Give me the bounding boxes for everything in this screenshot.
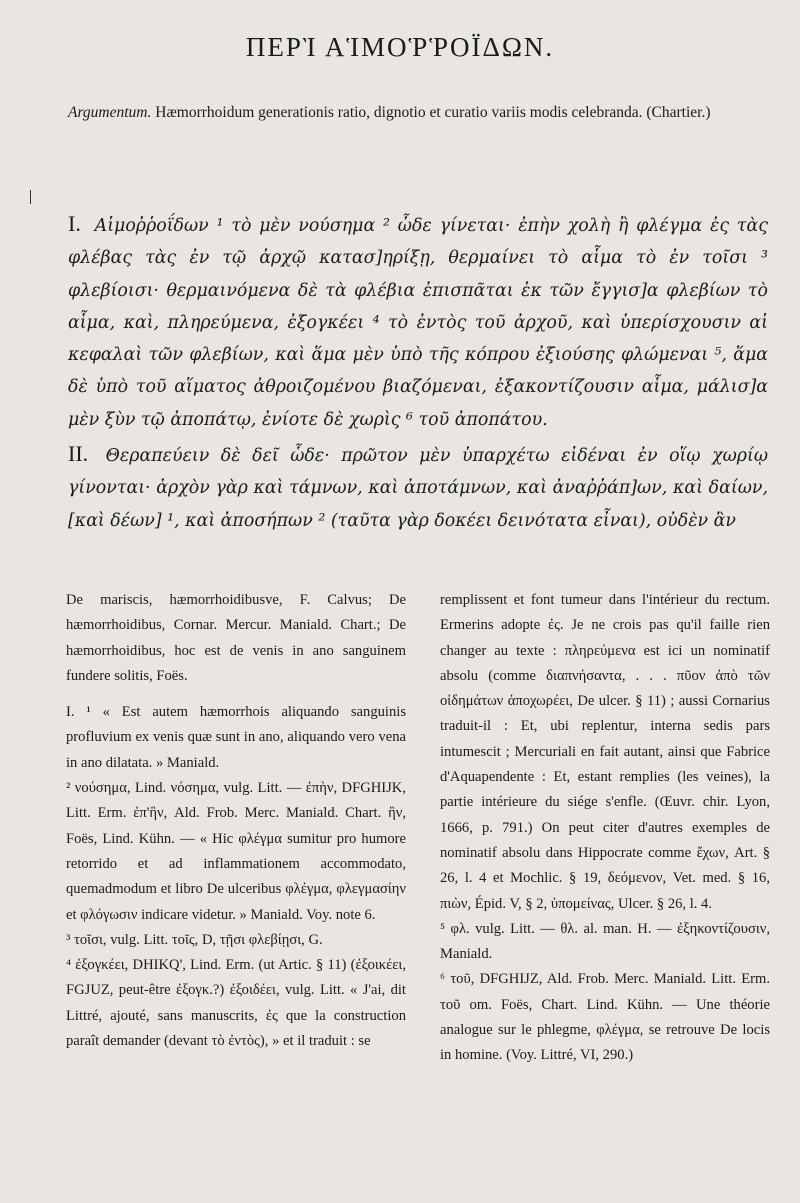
section-1-numeral: I. xyxy=(68,211,81,236)
greek-section-1 xyxy=(68,208,768,436)
argument-text: Hæmorrhoidum generationis ratio, dignotio et curatio variis modis celebranda. (Chartier.) xyxy=(155,104,711,121)
footnote: ⁵ φλ. vulg. Litt. — θλ. al. man. H. — ἐξηκοντίζουσιν, Maniald. xyxy=(440,920,770,963)
section-2-numeral: II. xyxy=(68,441,89,466)
footnote: ⁶ τοῦ, DFGHIJZ, Ald. Frob. Merc. Maniald. Litt. Erm. τοῦ om. Foës, Chart. Lind. Kühn. — Une théorie analogue sur le phlegme, φλέγμα, se retrouve De locis in homine. (Voy. Littré, VI, 290.) xyxy=(440,971,770,1064)
section-2-text: Θεραπεύειν δὲ δεῖ ὧδε· πρῶτον μὲν ὑπαρχέτω εἰδέναι ἐν οἵῳ χωρίῳ γίνονται· ἀρχὸν γὰρ καὶ τάμνων, καὶ ἀποτάμνων, καὶ ἀναῤῥάπ]ων, καὶ δαίων, [καὶ δέων] ¹, καὶ ἀποσήπων ² (ταῦτα γὰρ δοκέει δεινότατα εἶναι), οὐδὲν ἂν xyxy=(68,446,769,531)
footnote-continued: remplissent et font tumeur dans l'intérieur du rectum. Ermerins adopte ἐς. Je ne crois pas qu'il faille rien changer au texte : πληρεύμενα est ici un nominatif absolu (comme διαπνήσαντα, . . . πῦον ἀπὸ τῶν οἰδημάτων ἀποχωρέει, De ulcer. § 11) ; aussi Cornarius traduit-il : Et, ubi replentur, interna sedis pars intumescit ; Mercuriali en fait autant, ainsi que Fabrice d'Aquapendente : Et, estant remplies (les veines), la partie intérieure du siége s'enfle. (Œuvr. chir. Lyon, 1666, p. 791.) On peut citer d'autres exemples de nominatif absolu dans Hippocrate comme ἔχων, Art. § 26, l. 4 et Mochlic. § 19, δεόμενον, Vet. med. § 16, πιὼν, Épid. V, § 2, ὑπομείνας, Ulcer. § 26, l. 4. xyxy=(440,592,770,912)
greek-section-2 xyxy=(68,438,768,537)
footnote: ⁴ ἐξογκέει, DHIKQ', Lind. Erm. (ut Artic. § 11) (ἐξοικέει, FGJUZ, peut-être ἐξογκ.?) ἐξοιδέει, vulg. Litt. « J'ai, dit Littré, ajouté, sans manuscrits, ἐς que la construction paraît demander (devant τὸ ἐντὸς), » et il traduit : se xyxy=(66,957,406,1050)
argument-label: Argumentum. xyxy=(68,104,152,121)
argument-paragraph xyxy=(68,100,768,126)
margin-mark xyxy=(30,190,31,204)
footnote: I. ¹ « Est autem hæmorrhois aliquando sanguinis profluvium ex venis quæ sunt in ano, aliquando vero vena in ano dilatata. » Maniald. xyxy=(66,704,406,771)
footnote: ³ τοῖσι, vulg. Litt. τοῖς, D, τῇσι φλεβίῃσι, G. xyxy=(66,931,323,948)
footnote-title-note: De mariscis, hæmorrhoidibusve, F. Calvus; De hæmorrhoidibus, Cornar. Mercur. Maniald. Chart.; De hæmorrhoidibus, hoc est de venis in ano sanguinem fundere solitis, Foës. xyxy=(66,592,406,684)
footnotes-left-column xyxy=(66,588,406,1054)
page-title: ΠΕΡῚ ΑἹΜΟῬῬΟΪΔΩΝ. xyxy=(245,32,555,62)
footnote: ² νούσημα, Lind. νόσημα, vulg. Litt. — ἐπὴν, DFGHIJK, Litt. Erm. ἐπ'ἣν, Ald. Frob. Merc. Maniald. Chart. ἣν, Foës, Lind. Kühn. — « Hic φλέγμα sumitur pro humore retorrido et ad inflammationem accommodato, quemadmodum et libro De ulceribus φλέγμα, φλεγμασίην et φλόγωσιν indicare videtur. » Maniald. Voy. note 6. xyxy=(66,780,406,923)
footnotes-right-column xyxy=(440,588,770,1069)
section-1-text: Αἱμοῤῥοΐδων ¹ τὸ μὲν νούσημα ² ὧδε γίνεται· ἐπὴν χολὴ ἢ φλέγμα ἐς τὰς φλέβας τὰς ἐν τῷ ἀρχῷ κατασ]ηρίξῃ, θερμαίνει τὸ αἷμα τὸ ἐν τοῖσι ³ φλεβίοισι· θερμαινόμενα δὲ τὰ φλέβια ἐπισπᾶται ἐκ τῶν ἔγγισ]α φλεβίων τὸ αἷμα, καὶ, πληρεύμενα, ἐξογκέει ⁴ τὸ ἐντὸς τοῦ ἀρχοῦ, καὶ ὑπερίσχουσιν αἱ κεφαλαὶ τῶν φλεβίων, καὶ ἅμα μὲν ὑπὸ τῆς κόπρου ἐξιούσης φλώμεναι ⁵, ἅμα δὲ ὑπὸ τοῦ αἵματος ἀθροιζομένου βιαζόμεναι, ἐξακοντίζουσιν αἷμα, μάλισ]α μὲν ξὺν τῷ ἀποπάτῳ, ἐνίοτε δὲ χωρὶς ⁶ τοῦ ἀποπάτου. xyxy=(68,216,768,430)
